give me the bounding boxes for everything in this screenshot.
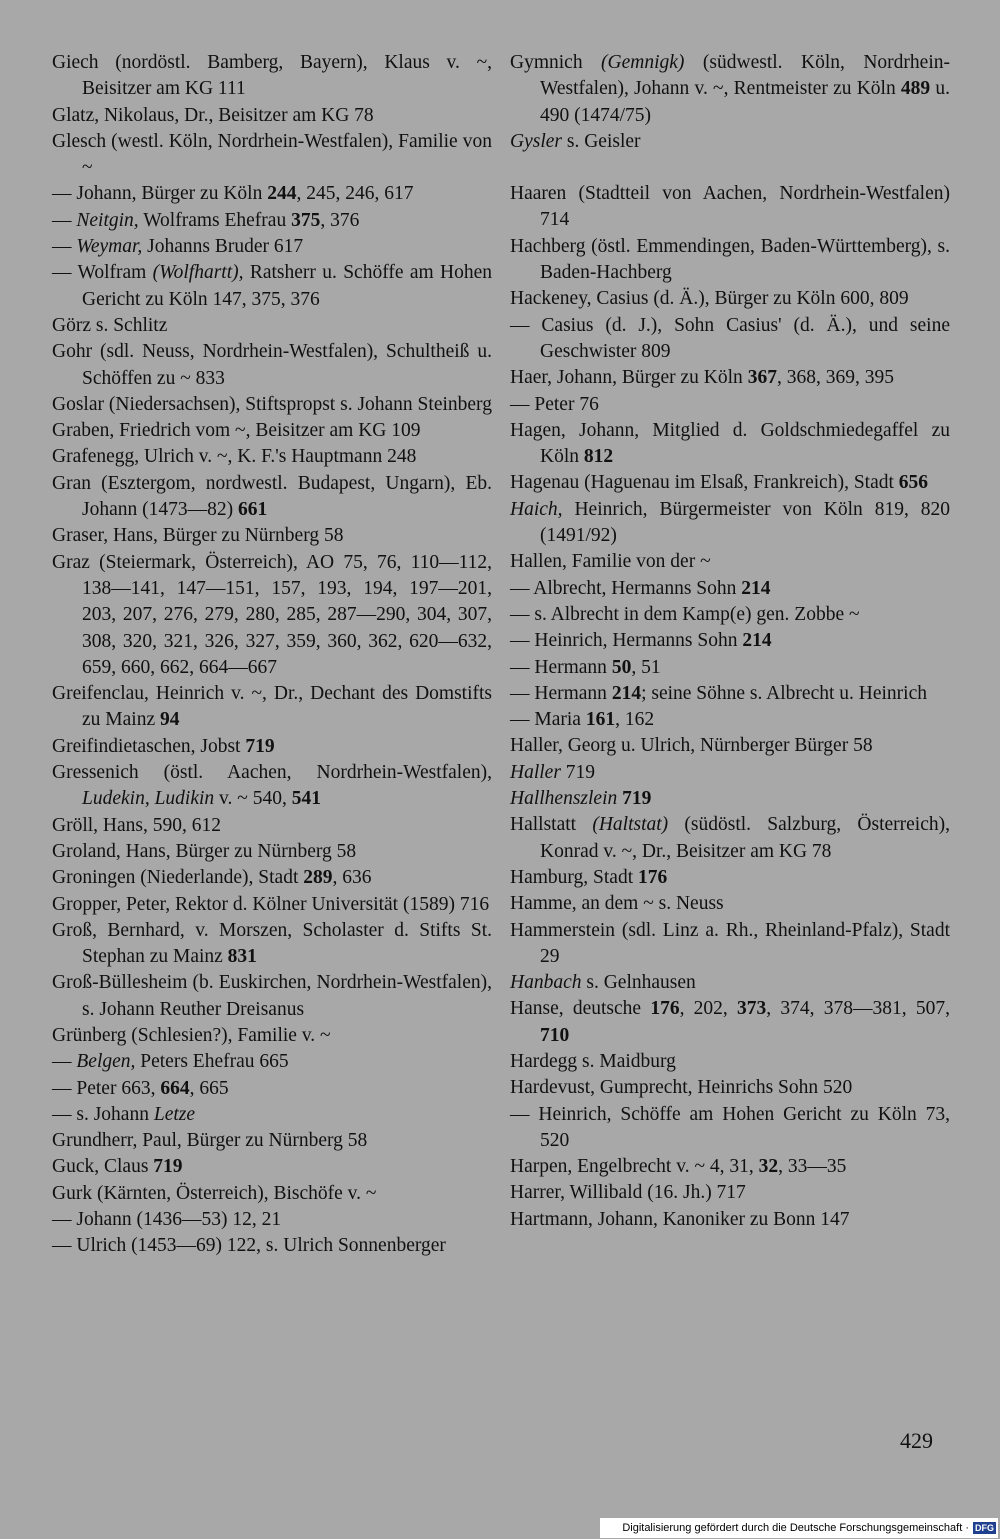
index-entry xyxy=(510,1075,950,1101)
index-entry xyxy=(510,1049,950,1075)
entry-text: Haller, Georg u. Ulrich, Nürnberger Bürger 58 xyxy=(510,735,873,757)
entry-text: Harpen, Engelbrecht v. ~ 4, 31, xyxy=(510,1156,759,1178)
entry-text: Goslar (Niedersachsen), Stiftspropst s. Johann Steinberg xyxy=(52,393,492,415)
entry-text: Grafenegg, Ulrich v. ~, K. F.'s Hauptmann 248 xyxy=(52,446,417,468)
entry-text: (südwestl. Köln, Nordrhein-Westfalen), Johann v. ~, Rentmeister zu Köln xyxy=(540,52,950,100)
entry-text: Hagenau (Haguenau im Elsaß, Frankreich), Stadt xyxy=(510,472,899,494)
bold-page-ref: 719 xyxy=(245,735,275,757)
entry-text: v. ~ 540, xyxy=(214,788,292,810)
bold-page-ref: 489 xyxy=(900,78,931,100)
entry-text: Graz (Steiermark, Österreich), AO 75, 76, 110—112, 138—141, 147—151, 157, 193, 194, 197—201, 203, 207, 276, 279, 280, 285, 287—290, 304, 307, 308, 320, 321, 326, 327, 359, 360, 362, 620—632, 659, 660, 662, 664—667 xyxy=(52,551,492,678)
bold-page-ref: 161 xyxy=(585,709,616,731)
index-entry xyxy=(52,970,492,1023)
bold-page-ref: 375 xyxy=(291,209,321,231)
entry-text: — xyxy=(52,1051,77,1073)
section-gap xyxy=(510,155,950,181)
entry-text: , 51 xyxy=(631,656,661,678)
index-entry xyxy=(510,50,950,129)
index-entry xyxy=(510,681,950,707)
entry-text: Görz s. Schlitz xyxy=(52,314,168,336)
entry-text: Groß-Büllesheim (b. Euskirchen, Nordrhein-Westfalen), s. Johann Reuther Dreisanus xyxy=(52,972,492,1020)
index-entry xyxy=(510,392,950,418)
index-entry xyxy=(510,576,950,602)
entry-text: Gropper, Peter, Rektor d. Kölner Universität (1589) 716 xyxy=(52,893,490,915)
bold-page-ref: 373 xyxy=(737,998,767,1020)
bold-page-ref: 656 xyxy=(898,472,929,494)
index-entry xyxy=(510,812,950,865)
index-entry xyxy=(510,602,950,628)
entry-text: Heinrich, Bürgermeister von Köln 819, 820 (1491/92) xyxy=(540,498,950,547)
entry-text: Gressenich (östl. Aachen, Nordrhein-Westfalen), xyxy=(52,762,492,784)
index-entry xyxy=(52,1128,492,1154)
index-entry xyxy=(52,813,492,839)
index-entry xyxy=(510,1180,950,1206)
index-entry xyxy=(510,470,950,496)
index-entry xyxy=(52,1154,492,1180)
entry-text: Hackeney, Casius (d. Ä.), Bürger zu Köln 600, 809 xyxy=(510,288,909,310)
entry-text: Hallstatt xyxy=(510,814,593,836)
bold-page-ref: 94 xyxy=(159,709,180,731)
entry-text: — xyxy=(52,209,77,231)
entry-text: — Heinrich, Hermanns Sohn xyxy=(510,630,743,652)
index-entry xyxy=(52,1076,492,1102)
index-entry xyxy=(52,1049,492,1075)
bold-page-ref: 244 xyxy=(267,183,297,205)
entry-text: — s. Albrecht in dem Kamp(e) gen. Zobbe ~ xyxy=(510,603,860,625)
entry-text: u. 490 (1474/75) xyxy=(540,78,950,126)
index-entry xyxy=(52,313,492,339)
entry-text: ; seine Söhne s. Albrecht u. Heinrich xyxy=(641,682,928,704)
index-entry xyxy=(510,286,950,312)
italic-name: Ludekin, Ludikin xyxy=(82,788,215,810)
index-entry xyxy=(52,392,492,418)
italic-name: Gysler xyxy=(510,130,562,152)
entry-text: Hanse, deutsche xyxy=(510,998,651,1020)
index-entry xyxy=(52,50,492,103)
entry-text: — xyxy=(52,236,77,258)
entry-text: Greifindietaschen, Jobst xyxy=(52,735,246,757)
entry-text: — Albrecht, Hermanns Sohn xyxy=(510,577,742,599)
entry-text: , 368, 369, 395 xyxy=(776,367,894,389)
entry-text: Haaren (Stadtteil von Aachen, Nordrhein-Westfalen) 714 xyxy=(510,183,950,231)
entry-text: — s. Johann xyxy=(52,1103,154,1125)
entry-text: Groß, Bernhard, v. Morszen, Scholaster d. Stifts St. Stephan zu Mainz xyxy=(52,919,492,968)
footer-text: Digitalisierung gefördert durch die Deutsche Forschungsgemeinschaft · xyxy=(622,1522,969,1534)
bold-page-ref: 214 xyxy=(611,682,642,704)
index-entry xyxy=(510,918,950,971)
entry-text: Glatz, Nikolaus, Dr., Beisitzer am KG 78 xyxy=(52,104,374,126)
entry-text: Gohr (sdl. Neuss, Nordrhein-Westfalen), Schultheiß u. Schöffen zu ~ 833 xyxy=(52,341,492,389)
entry-text: — Hermann xyxy=(510,656,612,678)
entry-text: Graben, Friedrich vom ~, Beisitzer am KG 109 xyxy=(52,420,421,442)
entry-text: Gröll, Hans, 590, 612 xyxy=(52,814,221,836)
index-entry xyxy=(510,996,950,1049)
entry-text: Hardegg s. Maidburg xyxy=(510,1050,676,1072)
index-entry xyxy=(52,918,492,971)
entry-text: Groland, Hans, Bürger zu Nürnberg 58 xyxy=(52,840,357,862)
entry-text: (südöstl. Salzburg, Österreich), Konrad v. ~, Dr., Beisitzer am KG 78 xyxy=(540,814,950,862)
index-entry xyxy=(52,418,492,444)
entry-text: — Johann (1436—53) 12, 21 xyxy=(52,1209,282,1231)
index-entry xyxy=(510,129,950,155)
italic-name: Haich, xyxy=(510,498,563,520)
index-entry xyxy=(52,208,492,234)
entry-text: Guck, Claus xyxy=(52,1156,154,1178)
bold-page-ref: 176 xyxy=(650,998,680,1020)
index-entry xyxy=(52,865,492,891)
entry-text: Giech (nordöstl. Bamberg, Bayern), Klaus v. ~, Beisitzer am KG 111 xyxy=(52,52,492,100)
entry-text: , 636 xyxy=(332,867,372,889)
italic-name: Hallhenszlein xyxy=(510,788,618,810)
index-entry xyxy=(52,892,492,918)
italic-name: Haller xyxy=(510,761,561,783)
dfg-logo: DFG xyxy=(975,1523,994,1533)
index-entry xyxy=(52,1233,492,1259)
bold-page-ref: 50 xyxy=(611,656,632,678)
entry-text: Hachberg (östl. Emmendingen, Baden-Württemberg), s. Baden-Hachberg xyxy=(510,235,950,284)
entry-text: Hamburg, Stadt xyxy=(510,866,639,888)
index-entry xyxy=(52,550,492,681)
entry-text: — Wolfram xyxy=(52,262,153,284)
bold-page-ref: 176 xyxy=(638,866,668,888)
index-entry xyxy=(510,655,950,681)
index-entry xyxy=(510,1102,950,1155)
index-entry xyxy=(52,839,492,865)
entry-text: Grundherr, Paul, Bürger zu Nürnberg 58 xyxy=(52,1130,368,1152)
entry-text: Hallen, Familie von der ~ xyxy=(510,551,711,573)
italic-name: Weymar, xyxy=(76,236,143,258)
index-entry xyxy=(52,1207,492,1233)
entry-text: Harrer, Willibald (16. Jh.) 717 xyxy=(510,1182,746,1204)
entry-text: , 245, 246, 617 xyxy=(296,183,414,205)
entry-text: s. Geisler xyxy=(562,130,641,152)
index-entry xyxy=(52,681,492,734)
index-entry xyxy=(510,181,950,234)
entry-text: Gymnich xyxy=(510,52,602,73)
index-entry xyxy=(510,760,950,786)
page-number: 429 xyxy=(900,1428,933,1453)
index-entry xyxy=(510,891,950,917)
italic-name: Letze xyxy=(153,1103,196,1125)
index-entry xyxy=(510,865,950,891)
bold-page-ref: 214 xyxy=(741,577,771,599)
bold-page-ref: 812 xyxy=(583,446,614,468)
index-entry xyxy=(52,760,492,813)
bold-page-ref: 710 xyxy=(540,1024,570,1046)
bold-page-ref: 541 xyxy=(291,788,321,810)
entry-text: Johanns Bruder 617 xyxy=(142,236,304,258)
index-entry xyxy=(52,444,492,470)
index-entry xyxy=(52,523,492,549)
index-entry xyxy=(510,234,950,287)
bold-page-ref: 289 xyxy=(303,867,333,889)
entry-text: — Peter 76 xyxy=(510,393,599,415)
entry-text: Wolframs Ehefrau xyxy=(138,209,292,231)
bold-page-ref: 831 xyxy=(227,946,257,968)
index-entry xyxy=(52,339,492,392)
index-entry xyxy=(52,471,492,524)
bold-page-ref: 664 xyxy=(160,1077,190,1099)
entry-text: Groningen (Niederlande), Stadt xyxy=(52,867,304,889)
entry-text: Haer, Johann, Bürger zu Köln xyxy=(510,367,748,389)
entry-text: , 374, 378—381, 507, xyxy=(766,998,951,1020)
entry-text: , 376 xyxy=(320,209,360,231)
entry-text: Peters Ehefrau 665 xyxy=(135,1051,289,1073)
index-entry xyxy=(510,313,950,366)
index-entry xyxy=(510,1207,950,1233)
italic-name: Belgen, xyxy=(76,1051,136,1073)
entry-text: Gran (Esztergom, nordwestl. Budapest, Ungarn), Eb. Johann (1473—82) xyxy=(52,472,492,521)
italic-name: (Haltstat) xyxy=(592,814,669,836)
index-entry xyxy=(52,1102,492,1128)
bold-page-ref: 214 xyxy=(742,630,772,652)
entry-text: — Hermann xyxy=(510,682,612,704)
entry-text: — Ulrich (1453—69) 122, s. Ulrich Sonnenberger xyxy=(52,1235,446,1257)
index-entry xyxy=(510,733,950,759)
index-entry xyxy=(510,786,950,812)
entry-text: Grünberg (Schlesien?), Familie v. ~ xyxy=(52,1024,331,1046)
bold-page-ref: 367 xyxy=(747,367,777,389)
index-column-left xyxy=(52,50,492,1260)
italic-name: Neitgin, xyxy=(76,209,139,231)
entry-text: , 202, xyxy=(679,998,738,1020)
entry-text: Hartmann, Johann, Kanoniker zu Bonn 147 xyxy=(510,1208,850,1230)
index-entry xyxy=(52,181,492,207)
entry-text: , 33—35 xyxy=(778,1156,847,1178)
index-column-right xyxy=(510,50,950,1233)
index-entry xyxy=(510,418,950,471)
index-entry xyxy=(510,628,950,654)
entry-text: — Casius (d. J.), Sohn Casius' (d. Ä.), und seine Geschwister 809 xyxy=(510,314,950,362)
entry-text: 719 xyxy=(560,761,596,783)
italic-name: Hanbach xyxy=(510,972,582,994)
entry-text: — Heinrich, Schöffe am Hohen Gericht zu Köln 73, 520 xyxy=(510,1103,950,1151)
italic-name: (Wolfhartt), xyxy=(152,262,244,284)
bold-page-ref: 661 xyxy=(237,499,268,521)
index-entry xyxy=(510,549,950,575)
index-entry xyxy=(510,707,950,733)
index-entry xyxy=(52,129,492,182)
bold-page-ref: 719 xyxy=(153,1156,183,1178)
entry-text: , 162 xyxy=(615,709,655,731)
index-entry xyxy=(52,234,492,260)
entry-text: Glesch (westl. Köln, Nordrhein-Westfalen), Familie von ~ xyxy=(52,130,492,179)
entry-text: Ratsherr u. Schöffe am Hohen Gericht zu Köln 147, 375, 376 xyxy=(82,262,492,310)
footer-bar xyxy=(600,1518,998,1538)
entry-text: Greifenclau, Heinrich v. ~, Dr., Dechant des Domstifts zu Mainz xyxy=(52,683,492,731)
index-entry xyxy=(510,1154,950,1180)
entry-text: — Maria xyxy=(510,709,586,731)
index-entry xyxy=(52,1181,492,1207)
entry-text: Hagen, Johann, Mitglied d. Goldschmiedegaffel zu Köln xyxy=(510,419,950,468)
index-entry xyxy=(510,365,950,391)
entry-text: Hammerstein (sdl. Linz a. Rh., Rheinland-Pfalz), Stadt 29 xyxy=(510,919,950,967)
index-entry xyxy=(52,260,492,313)
entry-text: Hardevust, Gumprecht, Heinrichs Sohn 520 xyxy=(510,1077,853,1099)
entry-text: s. Gelnhausen xyxy=(581,972,696,994)
entry-text: Graser, Hans, Bürger zu Nürnberg 58 xyxy=(52,525,344,547)
bold-page-ref: 32 xyxy=(758,1156,779,1178)
index-entry xyxy=(510,970,950,996)
entry-text: , 665 xyxy=(189,1077,229,1099)
entry-text: — Johann, Bürger zu Köln xyxy=(52,183,268,205)
entry-text: Gurk (Kärnten, Österreich), Bischöfe v. ~ xyxy=(52,1182,377,1204)
index-entry xyxy=(52,734,492,760)
entry-text: Hamme, an dem ~ s. Neuss xyxy=(510,893,724,915)
index-entry xyxy=(52,103,492,129)
bold-page-ref: 719 xyxy=(622,788,652,810)
italic-name: (Gemnigk) xyxy=(601,52,685,73)
entry-text: — Peter 663, xyxy=(52,1077,161,1099)
index-entry xyxy=(510,497,950,550)
index-entry xyxy=(52,1023,492,1049)
